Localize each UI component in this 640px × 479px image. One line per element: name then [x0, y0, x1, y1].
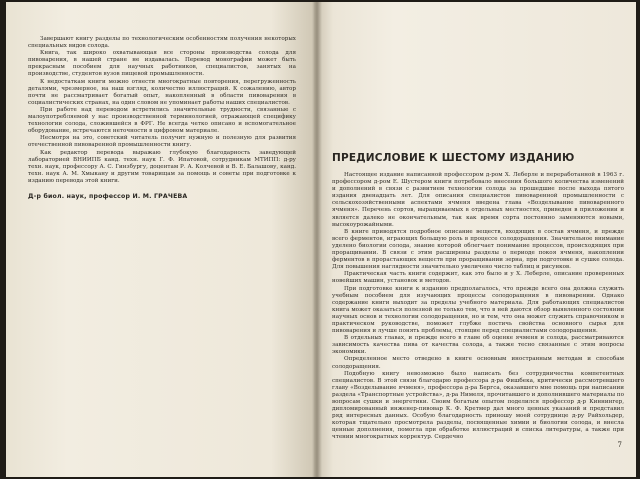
paragraph: Подобную книгу невозможно было написать без сотрудничества компетентных специалистов. В этой связи благодарю профессора д-ра Фишбека, критически рассмотревшего главу «Возделывание ячменя», профессора д-ра Бергса, оказавшего мне помощь при написании раздела «Транспортные устройства», д-ра Нимеля, прочитавшего и дополнившего материалы по вопросам сушки и энергетики. Своим богатым опытом поделился профессор д-р Киннингер, дипломированный инженер-пивовар К. Ф. Кретмер дал много ценных указаний и представил ряд интересных данных. Особую благодарность приношу моей сотруднице д-ру Райхольдер, которая тщательно просмотрела разделы, посвященные химии и биологии солода, и внесла ценные дополнения, помогла при обработке иллюстраций и списка литературы, а также при чтении многократных корректур. Сердечно [332, 370, 624, 441]
left-page-text [28, 36, 296, 185]
section-heading: ПРЕДИСЛОВИЕ К ШЕСТОМУ ИЗДАНИЮ [332, 152, 575, 164]
book-gutter [312, 2, 322, 477]
editor-signature: Д-р биол. наук, профессор И. М. ГРАЧЕВА [28, 192, 188, 200]
paragraph: При работе над переводом встретились значительные трудности, связанные с малоупотребляемой у нас производственной терминологией, отражающей специфику технологии солода, сложившейся в ФРГ. Не всегда четко описано и вспомогательное оборудование, встречаются неточности в цифровом материале. [28, 106, 296, 135]
paragraph: Практическая часть книги содержит, как это было и у Х. Леберле, описание проверенных новейших машин, установок и методов. [332, 271, 624, 285]
left-page [6, 2, 314, 477]
page-number: 7 [617, 441, 622, 449]
paragraph: Книга, так широко охватывающая все стороны производства солода для пивоварения, в нашей стране не издавалась. Перевод монографии может быть прекрасным пособием для научных работников, специалистов, занятых на производстве, студентов вузов пищевой промышленности. [28, 50, 296, 78]
paragraph: Несмотря на это, советский читатель получит нужную и полезную для развития отечественной пивоваренной промышленности книгу. [28, 135, 296, 149]
right-page [314, 2, 636, 477]
paragraph: Определенное место отведено в книге основным иностранным методам и способам солодоращения. [332, 356, 624, 370]
paragraph: К недостаткам книги можно отнести многократные повторения, перегруженность деталями, чрезмерное, на наш взгляд, количество иллюстраций. К сожалению, автор почти не рассматривает богатый опыт, накопленный в области пивоварения в социалистических странах, на один словом не упоминает работы наших специалистов. [28, 78, 296, 106]
paragraph: Завершают книгу разделы по технологическим особенностям получения некоторых специальных видов солода. [28, 36, 296, 50]
paragraph: В книге приводятся подробное описание веществ, входящих в состав ячменя, и прежде всего ферментов, играющих большую роль в процессе солодоращения. Значительное внимание уделено биологии солода, знание которой облегчает понимание процессов, происходящих при проращивании. В связи с этим расширены разделы о периоде покоя ячменя, накоплении ферментов в прорастающих веществ при проращивании зерна, при подготовке и сушке солода. Для повышения наглядности значительно увеличено число таблиц и рисунков. [332, 228, 624, 271]
paragraph: Как редактор перевода выражаю глубокую благодарность заведующей лабораторией ВНИИПБ канд. техн. наук Г. Ф. Ипатовой, сотрудникам МТИПП: д-ру техн. наук, профессору А. С. Гинзбургу, доцентам Р. А. Колчевой и В. Е. Балашову, канд. техн. наук А. М. Хмыкану и другим товарищам за помощь и советы при подготовке к изданию перевода этой книги. [28, 149, 296, 184]
paragraph: Настоящее издание написанной профессором д-ром Х. Леберле и переработанной в 1963 г. профессором д-ром Е. Шустером книги потребовало внесения большого количества изменений и дополнений в связи с развитием технологии солода за прошедшие после выхода пятого издания двенадцать лет. Для описания специалистов пивоваренной промышленности с сельскохозяйственными аспектами ячменя введена глава «Возделывание пивоваренного ячменя». Перечень сортов, выращиваемых в отдельных местностях, приведен в приложении и является далеко не окончательным, так как время сорта постоянно заменяются новыми, высокоурожайными. [332, 172, 624, 228]
book-spread [6, 2, 636, 477]
paragraph: В отдельных главах, и прежде всего в главе об оценке ячменя и солода, рассматриваются зависимость качества пива от качества солода, а также тесно связанные с этим вопросы экономики. [332, 335, 624, 356]
right-page-text [332, 172, 624, 442]
paragraph: При подготовке книги к изданию предполагалось, что прежде всего она должна служить учебным пособием для изучающих процессы солодоращения в пивоварении. Однако содержание книги выходит за пределы учебного материала. Для работающих специалистов книга может оказаться полезной не только тем, что в ней даются обзор выявленного состоянии научных основ и технологии солодоращения, но и тем, что она может служить справочником в практическом руководстве, поможет глубже постичь свойства основного сырья для пивоварения и лучше понять проблемы, стоящие перед специалистами солодоращения. [332, 285, 624, 335]
